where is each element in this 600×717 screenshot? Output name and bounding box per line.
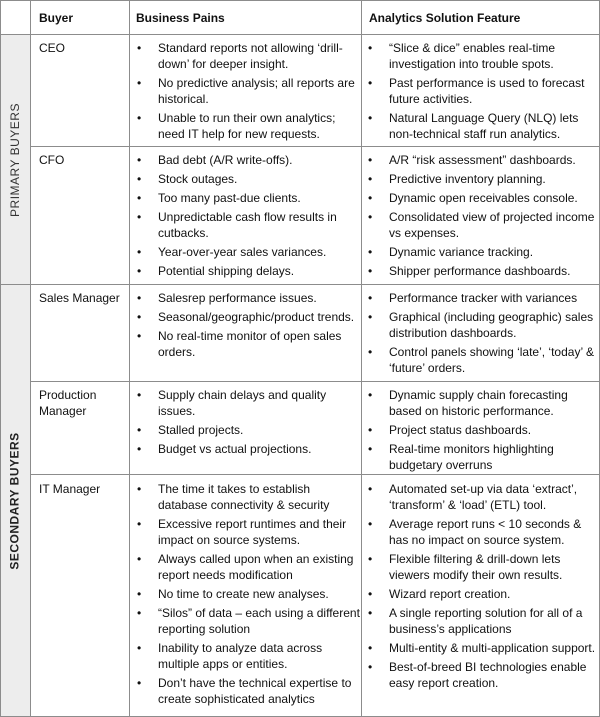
list-item: • Bad debt (A/R write-offs).: [133, 152, 361, 168]
list-item: • Year-over-year sales variances.: [133, 244, 361, 260]
buyer-ceo: CEO: [39, 41, 66, 55]
header-solution-feature: Analytics Solution Feature: [369, 11, 521, 25]
list-item: • Wizard report creation.: [364, 586, 596, 602]
features-list-it-manager: [364, 481, 596, 694]
group-label-primary-text: PRIMARY BUYERS: [8, 102, 23, 217]
group-label-secondary-text: SECONDARY BUYERS: [8, 431, 23, 570]
list-item: • Stock outages.: [133, 171, 361, 187]
list-item: • Past performance is used to forecast future activities.: [364, 75, 596, 107]
list-item: • Unpredictable cash flow results in cutbacks.: [133, 209, 361, 241]
list-item: • “Silos” of data – each using a different reporting solution: [133, 605, 361, 637]
list-item: • Supply chain delays and quality issues.: [133, 387, 361, 419]
list-item: • The time it takes to establish database connectivity & security: [133, 481, 361, 513]
list-item: • Dynamic open receivables console.: [364, 190, 596, 206]
features-list-production-manager: [364, 387, 596, 476]
list-item: • Don’t have the technical expertise to create sophisticated analytics: [133, 675, 361, 707]
list-item: • Real-time monitors highlighting budgetary overruns: [364, 441, 596, 473]
list-item: • Dynamic supply chain forecasting based on historic performance.: [364, 387, 596, 419]
features-list-ceo: [364, 40, 596, 145]
pains-list-it-manager: [133, 481, 361, 710]
list-item: • Project status dashboards.: [364, 422, 596, 438]
pains-list-ceo: [133, 40, 361, 145]
list-item: • Always called upon when an existing report needs modification: [133, 551, 361, 583]
list-item: • Automated set-up via data ‘extract’, ‘transform’ & ‘load’ (ETL) tool.: [364, 481, 596, 513]
list-item: • Best-of-breed BI technologies enable easy report creation.: [364, 659, 596, 691]
list-item: • “Slice & dice” enables real-time investigation into trouble spots.: [364, 40, 596, 72]
list-item: • Salesrep performance issues.: [133, 290, 361, 306]
header-buyer: Buyer: [39, 11, 74, 25]
list-item: • Average report runs < 10 seconds & has no impact on source system.: [364, 516, 596, 548]
list-item: • Stalled projects.: [133, 422, 361, 438]
features-list-cfo: [364, 152, 596, 282]
list-item: • Predictive inventory planning.: [364, 171, 596, 187]
list-item: • Too many past-due clients.: [133, 190, 361, 206]
list-item: • No time to create new analyses.: [133, 586, 361, 602]
header-business-pains: Business Pains: [136, 11, 225, 25]
pains-list-production-manager: [133, 387, 361, 460]
list-item: • Seasonal/geographic/product trends.: [133, 309, 361, 325]
list-item: • Standard reports not allowing ‘drill-down’ for deeper insight.: [133, 40, 361, 72]
list-item: • Inability to analyze data across multiple apps or entities.: [133, 640, 361, 672]
list-item: • Potential shipping delays.: [133, 263, 361, 279]
list-item: • Natural Language Query (NLQ) lets non-technical staff run analytics.: [364, 110, 596, 142]
list-item: • Flexible filtering & drill-down lets viewers modify their own results.: [364, 551, 596, 583]
list-item: • Multi-entity & multi-application support.: [364, 640, 596, 656]
buyer-sales-manager: Sales Manager: [39, 291, 120, 305]
list-item: • No real-time monitor of open sales orders.: [133, 328, 361, 360]
group-label-secondary: [0, 285, 30, 716]
list-item: • Budget vs actual projections.: [133, 441, 361, 457]
list-item: • Unable to run their own analytics; need IT help for new requests.: [133, 110, 361, 142]
buyer-cfo: CFO: [39, 153, 65, 167]
buyer-production-manager: Production Manager: [39, 388, 97, 418]
list-item: • A/R “risk assessment” dashboards.: [364, 152, 596, 168]
pains-list-sales-manager: [133, 290, 361, 363]
list-item: • Shipper performance dashboards.: [364, 263, 596, 279]
list-item: • Graphical (including geographic) sales distribution dashboards.: [364, 309, 596, 341]
pains-list-cfo: [133, 152, 361, 282]
list-item: • Control panels showing ‘late’, ‘today’ & ‘future’ orders.: [364, 344, 596, 376]
list-item: • Dynamic variance tracking.: [364, 244, 596, 260]
list-item: • No predictive analysis; all reports are historical.: [133, 75, 361, 107]
list-item: • Consolidated view of projected income vs expenses.: [364, 209, 596, 241]
features-list-sales-manager: [364, 290, 596, 379]
buyer-it-manager: IT Manager: [39, 482, 101, 496]
list-item: • Excessive report runtimes and their impact on source systems.: [133, 516, 361, 548]
list-item: • A single reporting solution for all of a business’s applications: [364, 605, 596, 637]
group-label-primary: [0, 35, 30, 284]
list-item: • Performance tracker with variances: [364, 290, 596, 306]
